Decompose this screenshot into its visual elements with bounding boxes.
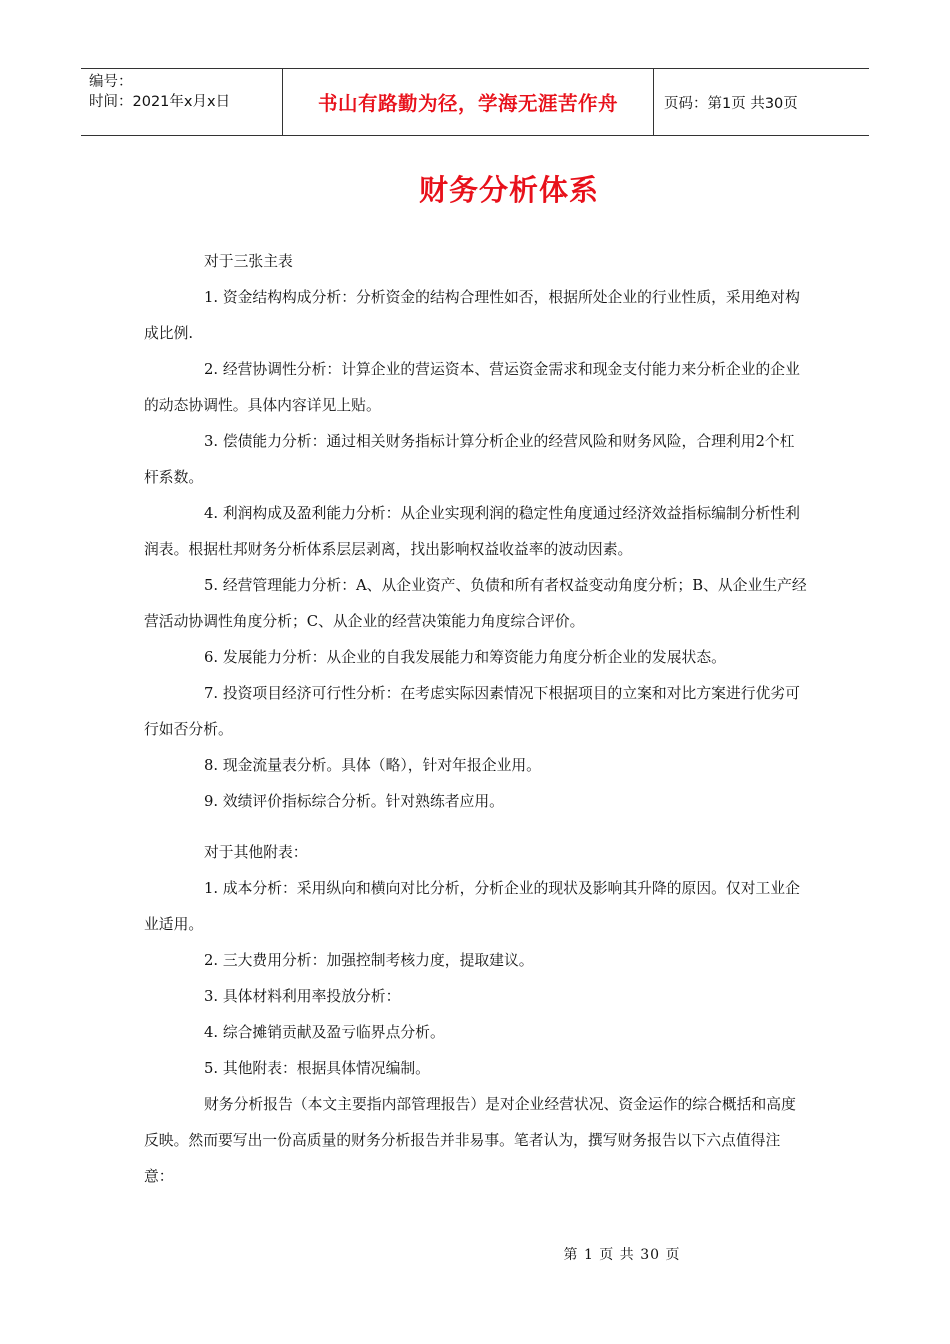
list-item: 4. 利润构成及盈利能力分析：从企业实现利润的稳定性角度通过经济效益指标编制分析性利润表。根据杜邦财务分析体系层层剥离，找出影响权益收益率的波动因素。 (144, 505, 800, 558)
document-body (144, 244, 809, 1195)
number-label: 编号： (89, 74, 133, 90)
document-header (81, 68, 869, 136)
list-item: 2. 经营协调性分析：计算企业的营运资本、营运资金需求和现金支付能力来分析企业的企业的动态协调性。具体内容详见上贴。 (144, 361, 800, 414)
section-heading: 对于其他附表： (204, 844, 308, 861)
list-item: 9. 效绩评价指标综合分析。针对熟练者应用。 (204, 793, 504, 810)
list-item: 3. 偿债能力分析：通过相关财务指标计算分析企业的经营风险和财务风险，合理利用2个杠杆系数。 (144, 433, 795, 486)
list-item: 3. 具体材料利用率投放分析： (204, 988, 401, 1005)
list-item: 5. 其他附表：根据具体情况编制。 (204, 1060, 430, 1077)
list-item: 1. 资金结构构成分析：分析资金的结构合理性如否，根据所处企业的行业性质，采用绝对构成比例. (144, 289, 800, 342)
list-item: 4. 综合摊销贡献及盈亏临界点分析。 (204, 1024, 445, 1041)
list-item: 5. 经营管理能力分析：A、从企业资产、负债和所有者权益变动角度分析；B、从企业生产经营活动协调性角度分析；C、从企业的经营决策能力角度综合评价。 (144, 577, 807, 630)
closing-paragraph: 财务分析报告（本文主要指内部管理报告）是对企业经营状况、资金运作的综合概括和高度反映。然而要写出一份高质量的财务分析报告并非易事。笔者认为，撰写财务报告以下六点值得注意： (144, 1096, 796, 1185)
header-meta (81, 69, 282, 135)
header-page-info: 页码：第1页 共30页 (664, 95, 798, 112)
list-item: 6. 发展能力分析：从企业的自我发展能力和筹资能力角度分析企业的发展状态。 (204, 649, 726, 666)
page-footer: 第 1 页 共 30 页 (563, 1247, 681, 1263)
list-item: 8. 现金流量表分析。具体（略），针对年报企业用。 (204, 757, 541, 774)
list-item: 7. 投资项目经济可行性分析：在考虑实际因素情况下根据项目的立案和对比方案进行优劣可行如否分析。 (144, 685, 800, 738)
section-heading: 对于三张主表 (204, 253, 293, 270)
document-title: 财务分析体系 (418, 173, 599, 207)
list-item: 2. 三大费用分析：加强控制考核力度，提取建议。 (204, 952, 534, 969)
time-label: 时间：2021年x月x日 (89, 94, 231, 110)
header-motto: 书山有路勤为径，学海无涯苦作舟 (282, 69, 654, 135)
section-gap (144, 820, 809, 835)
list-item: 1. 成本分析：采用纵向和横向对比分析，分析企业的现状及影响其升降的原因。仅对工业企业适用。 (144, 880, 800, 933)
